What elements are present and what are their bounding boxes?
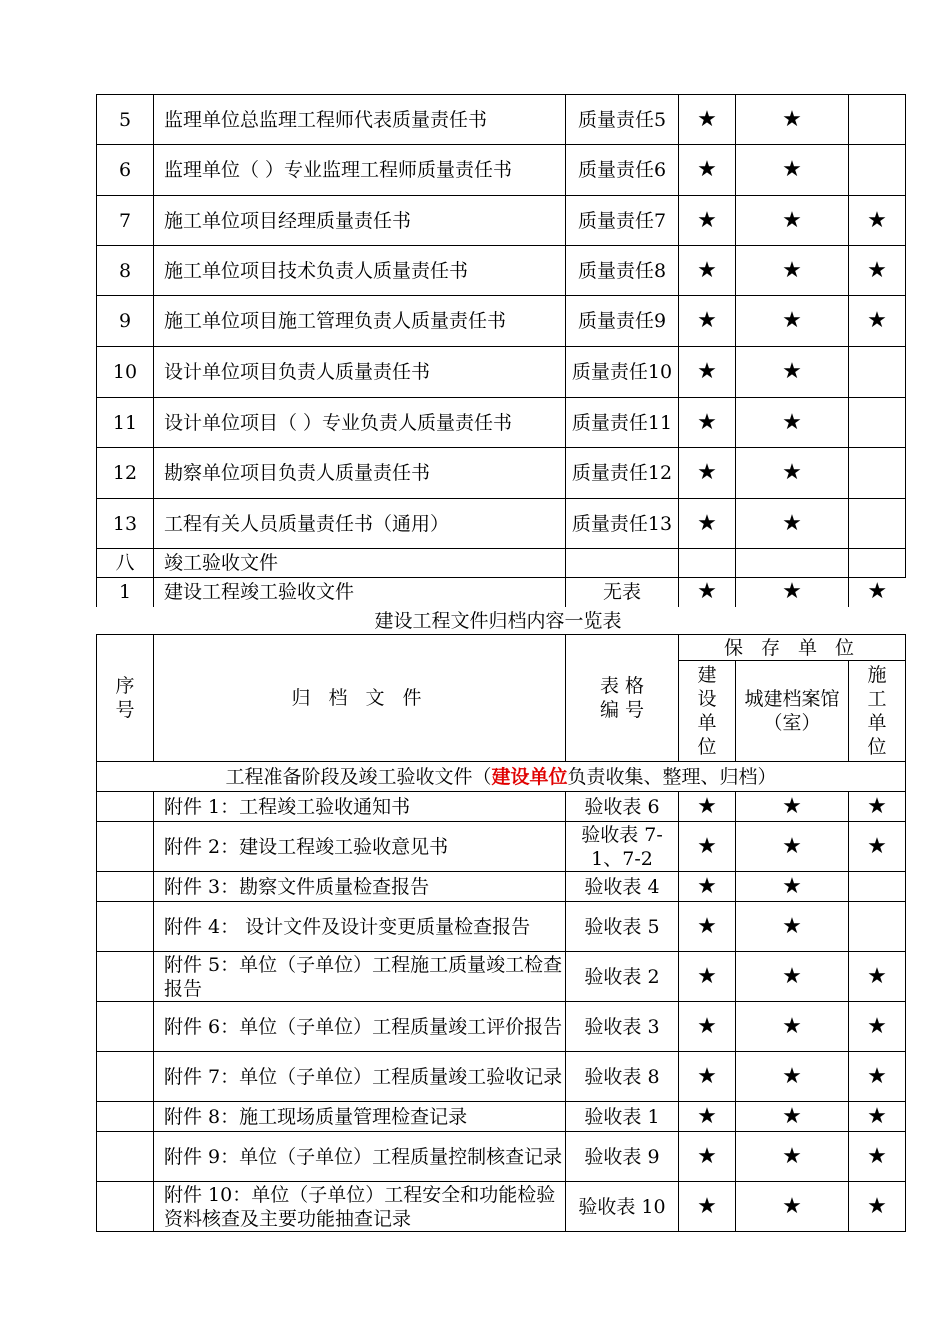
cell-form-code: 验收表 7-1、7-2: [566, 822, 679, 872]
cell-file-name: 附件 5：单位（子单位）工程施工质量竣工检查报告: [154, 952, 566, 1002]
cell-form-code: [566, 549, 679, 578]
cell-unit-archive: ★: [736, 499, 849, 549]
cell-form-code: 验收表 6: [566, 792, 679, 822]
table-row: [97, 347, 906, 398]
cell-seq: [97, 822, 154, 872]
cell-unit-archive: ★: [736, 1102, 849, 1132]
cell-unit-archive: ★: [736, 1052, 849, 1102]
cell-unit-contractor: [849, 95, 906, 145]
cell-seq: 7: [97, 196, 154, 246]
header-unit-archive: 城建档案馆 （室）: [736, 661, 849, 762]
cell-form-code: 验收表 5: [566, 902, 679, 952]
cell-form-code: 质量责任9: [566, 296, 679, 347]
cell-seq: 8: [97, 246, 154, 296]
cell-unit-contractor: ★: [849, 1002, 906, 1052]
cell-unit-archive: ★: [736, 1002, 849, 1052]
cell-unit-archive: ★: [736, 95, 849, 145]
cell-unit-archive: ★: [736, 448, 849, 499]
cell-seq: 5: [97, 95, 154, 145]
cell-form-code: 验收表 8: [566, 1052, 679, 1102]
cell-unit-archive: ★: [736, 296, 849, 347]
cell-file-name: 设计单位项目负责人质量责任书: [154, 347, 566, 398]
table-row: [97, 1102, 906, 1132]
cell-unit-archive: ★: [736, 902, 849, 952]
cell-unit-construction: ★: [679, 398, 736, 448]
cell-file-name: 施工单位项目施工管理负责人质量责任书: [154, 296, 566, 347]
cell-seq: [97, 902, 154, 952]
cell-unit-archive: ★: [736, 145, 849, 196]
cell-seq: [97, 952, 154, 1002]
cell-unit-construction: ★: [679, 145, 736, 196]
cell-file-name: 施工单位项目经理质量责任书: [154, 196, 566, 246]
header-seq: 序 号: [97, 635, 154, 762]
cell-seq: 6: [97, 145, 154, 196]
table-row: [97, 398, 906, 448]
table-row: [97, 952, 906, 1002]
table-row: [97, 95, 906, 145]
cell-file-name: 附件 10：单位（子单位）工程安全和功能检验资料核查及主要功能抽查记录: [154, 1182, 566, 1232]
table-row: [97, 1002, 906, 1052]
cell-unit-contractor: [849, 902, 906, 952]
cell-unit-contractor: ★: [849, 1132, 906, 1182]
cell-unit-construction: ★: [679, 499, 736, 549]
cell-unit-construction: ★: [679, 792, 736, 822]
cell-seq: 9: [97, 296, 154, 347]
cell-unit-contractor: [849, 347, 906, 398]
cell-unit-contractor: [849, 499, 906, 549]
cell-seq: 12: [97, 448, 154, 499]
table-row: [97, 1182, 906, 1232]
cell-unit-contractor: ★: [849, 1102, 906, 1132]
cell-unit-contractor: ★: [849, 792, 906, 822]
cell-seq: 11: [97, 398, 154, 448]
table-row: [97, 1132, 906, 1182]
cell-seq: [97, 792, 154, 822]
cell-form-code: 质量责任11: [566, 398, 679, 448]
cell-unit-contractor: ★: [849, 952, 906, 1002]
cell-unit-construction: ★: [679, 1102, 736, 1132]
cell-unit-construction: ★: [679, 448, 736, 499]
cell-form-code: 验收表 10: [566, 1182, 679, 1232]
cell-form-code: 质量责任12: [566, 448, 679, 499]
cell-seq: 13: [97, 499, 154, 549]
header-code: 表 格 编 号: [566, 635, 679, 762]
cell-unit-construction: ★: [679, 296, 736, 347]
header-unit-contractor: 施 工 单 位: [849, 661, 906, 762]
table-row: [97, 196, 906, 246]
cell-file-name: 附件 1：工程竣工验收通知书: [154, 792, 566, 822]
table-row: [97, 246, 906, 296]
cell-form-code: 质量责任6: [566, 145, 679, 196]
cell-unit-contractor: [849, 448, 906, 499]
cell-file-name: 竣工验收文件: [154, 549, 566, 578]
cell-unit-archive: ★: [736, 792, 849, 822]
cell-unit-contractor: [849, 872, 906, 902]
cell-seq: [97, 1182, 154, 1232]
table-row: [97, 1052, 906, 1102]
table-title: 建设工程文件归档内容一览表: [374, 610, 622, 632]
header-file: 归 档 文 件: [154, 635, 566, 762]
cell-seq: 1: [97, 578, 154, 607]
cell-file-name: 附件 9：单位（子单位）工程质量控制核查记录: [154, 1132, 566, 1182]
cell-file-name: 附件 4： 设计文件及设计变更质量检查报告: [154, 902, 566, 952]
cell-unit-contractor: ★: [849, 1182, 906, 1232]
cell-unit-construction: ★: [679, 952, 736, 1002]
cell-seq: [97, 872, 154, 902]
cell-file-name: 监理单位（ ）专业监理工程师质量责任书: [154, 145, 566, 196]
cell-file-name: 监理单位总监理工程师代表质量责任书: [154, 95, 566, 145]
cell-form-code: 验收表 4: [566, 872, 679, 902]
cell-unit-contractor: ★: [849, 196, 906, 246]
cell-file-name: 设计单位项目（ ）专业负责人质量责任书: [154, 398, 566, 448]
cell-file-name: 施工单位项目技术负责人质量责任书: [154, 246, 566, 296]
cell-unit-construction: ★: [679, 822, 736, 872]
cell-unit-archive: ★: [736, 246, 849, 296]
cell-file-name: 附件 8：施工现场质量管理检查记录: [154, 1102, 566, 1132]
table-row: [97, 578, 906, 607]
cell-unit-construction: ★: [679, 246, 736, 296]
cell-unit-construction: ★: [679, 1052, 736, 1102]
cell-unit-construction: ★: [679, 196, 736, 246]
cell-form-code: 质量责任13: [566, 499, 679, 549]
cell-unit-contractor: ★: [849, 822, 906, 872]
cell-unit-archive: ★: [736, 578, 849, 607]
table-row: [97, 792, 906, 822]
cell-unit-construction: ★: [679, 347, 736, 398]
cell-file-name: 建设工程竣工验收文件: [154, 578, 566, 607]
cell-form-code: 无表: [566, 578, 679, 607]
cell-form-code: 验收表 3: [566, 1002, 679, 1052]
cell-unit-construction: ★: [679, 902, 736, 952]
cell-seq: [97, 1102, 154, 1132]
cell-form-code: 质量责任8: [566, 246, 679, 296]
cell-form-code: 质量责任5: [566, 95, 679, 145]
cell-unit-archive: ★: [736, 196, 849, 246]
table-row: [97, 145, 906, 196]
table-row: [97, 872, 906, 902]
archive-content-table: [96, 634, 906, 1232]
cell-unit-contractor: [849, 398, 906, 448]
cell-unit-contractor: [849, 549, 906, 578]
cell-seq: 八: [97, 549, 154, 578]
cell-file-name: 勘察单位项目负责人质量责任书: [154, 448, 566, 499]
table-row: [97, 902, 906, 952]
cell-file-name: 附件 3：勘察文件质量检查报告: [154, 872, 566, 902]
cell-unit-archive: ★: [736, 822, 849, 872]
cell-seq: [97, 1052, 154, 1102]
cell-unit-construction: [679, 549, 736, 578]
header-storage-units: 保 存 单 位: [679, 635, 906, 661]
cell-unit-construction: ★: [679, 95, 736, 145]
table-row: [97, 296, 906, 347]
table-row: [97, 448, 906, 499]
section-row: 工程准备阶段及竣工验收文件（建设单位负责收集、整理、归档）: [97, 762, 906, 792]
cell-file-name: 附件 6：单位（子单位）工程质量竣工评价报告: [154, 1002, 566, 1052]
cell-form-code: 质量责任7: [566, 196, 679, 246]
cell-unit-archive: ★: [736, 872, 849, 902]
table-row: [97, 499, 906, 549]
cell-form-code: 验收表 1: [566, 1102, 679, 1132]
cell-unit-contractor: ★: [849, 246, 906, 296]
cell-seq: [97, 1132, 154, 1182]
cell-form-code: 验收表 9: [566, 1132, 679, 1182]
cell-unit-archive: ★: [736, 1132, 849, 1182]
cell-seq: 10: [97, 347, 154, 398]
cell-unit-archive: ★: [736, 398, 849, 448]
cell-file-name: 附件 7：单位（子单位）工程质量竣工验收记录: [154, 1052, 566, 1102]
cell-unit-contractor: ★: [849, 296, 906, 347]
cell-form-code: 质量责任10: [566, 347, 679, 398]
cell-unit-construction: ★: [679, 1182, 736, 1232]
cell-unit-contractor: [849, 145, 906, 196]
cell-seq: [97, 1002, 154, 1052]
cell-unit-construction: ★: [679, 1002, 736, 1052]
table-row: [97, 549, 906, 578]
cell-unit-contractor: ★: [849, 1052, 906, 1102]
table-row: [97, 822, 906, 872]
cell-unit-archive: ★: [736, 1182, 849, 1232]
cell-form-code: 验收表 2: [566, 952, 679, 1002]
cell-file-name: 附件 2：建设工程竣工验收意见书: [154, 822, 566, 872]
cell-unit-construction: ★: [679, 578, 736, 607]
cell-unit-construction: ★: [679, 872, 736, 902]
cell-unit-archive: ★: [736, 347, 849, 398]
quality-responsibility-table: [96, 94, 906, 607]
cell-file-name: 工程有关人员质量责任书（通用）: [154, 499, 566, 549]
cell-unit-archive: [736, 549, 849, 578]
section-highlight: 建设单位: [491, 765, 568, 788]
cell-unit-archive: ★: [736, 952, 849, 1002]
cell-unit-contractor: ★: [849, 578, 906, 607]
cell-unit-construction: ★: [679, 1132, 736, 1182]
header-unit-construction: 建 设 单 位: [679, 661, 736, 762]
